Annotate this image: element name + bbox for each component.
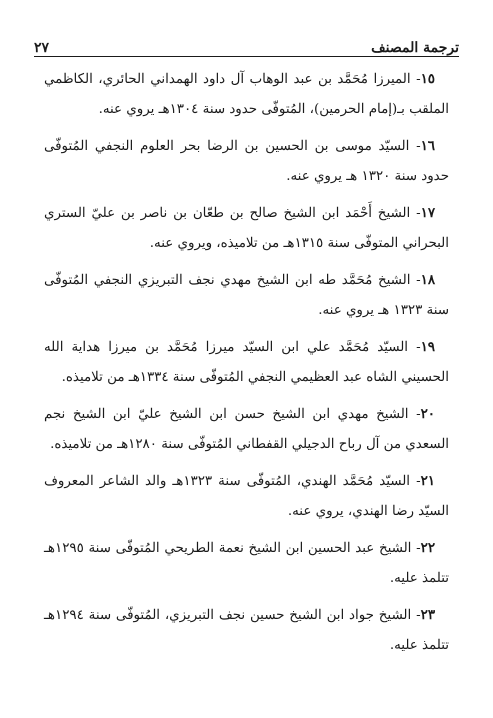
running-title: ترجمة المصنف xyxy=(371,40,459,56)
page-number: ٢٧ xyxy=(34,40,50,56)
entry-text: الشيخ جواد ابن الشيخ حسين نجف التبريزي، المُتوفّى سنة ١٢٩٤هـ تتلمذ عليه. xyxy=(44,608,449,653)
entry-dash: - xyxy=(408,340,421,355)
entry-number: ٢٠ xyxy=(420,406,435,422)
entry-number: ١٧ xyxy=(420,205,436,221)
entry-dash: - xyxy=(410,273,421,288)
entry-dash: - xyxy=(410,206,421,221)
entry-text: السيّد موسى بن الحسين بن الرضا بحر العلوم النجفي المُتوفّى حدود سنة ١٣٢٠ هـ يروي عنه. xyxy=(44,139,449,184)
entry-dash: - xyxy=(410,72,421,87)
entry-23 xyxy=(44,600,449,661)
entry-number: ١٦ xyxy=(420,138,435,154)
entry-text: الشيخ عبد الحسين ابن الشيخ نعمة الطريحي المُتوفّى سنة ١٢٩٥هـ تتلمذ عليه. xyxy=(44,541,449,586)
entry-19 xyxy=(44,332,449,393)
entry-number: ٢٢ xyxy=(420,540,436,556)
header-rule xyxy=(34,56,459,57)
entry-text: الشيخ أَحْمَد ابن الشيخ صالح بن طعّان بن ناصر بن عليّ الستري البحراني المتوفّى سنة ١٣١٥هـ من تلاميذه، ويروي عنه. xyxy=(44,206,449,251)
entry-text: الشيخ مهدي ابن الشيخ حسن ابن الشيخ عليّ ابن الشيخ نجم السعدي من آل رباح الدجيلي القفطاني المُتوفّى سنة ١٢٨٠هـ من تلاميذه. xyxy=(44,407,449,452)
entry-text: السيّد مُحَمَّد الهندي، المُتوفّى سنة ١٣٢٣هـ والد الشاعر المعروف السيّد رضا الهندي، يروي عنه. xyxy=(44,474,449,519)
entry-number: ١٥ xyxy=(420,71,435,87)
entry-20 xyxy=(44,399,449,460)
entry-list xyxy=(44,64,449,667)
running-head xyxy=(34,30,459,56)
entry-16 xyxy=(44,131,449,192)
entry-dash: - xyxy=(411,608,421,623)
entry-dash: - xyxy=(410,474,421,489)
entry-22 xyxy=(44,533,449,594)
entry-18 xyxy=(44,265,449,326)
entry-17 xyxy=(44,198,449,259)
entry-text: الشيخ مُحَمَّد طه ابن الشيخ مهدي نجف التبريزي النجفي المُتوفّى سنة ١٣٢٣ هـ يروي عنه. xyxy=(44,273,449,318)
entry-dash: - xyxy=(408,407,421,422)
entry-number: ٢١ xyxy=(420,473,435,489)
entry-15 xyxy=(44,64,449,125)
entry-dash: - xyxy=(411,541,421,556)
entry-number: ١٩ xyxy=(420,339,435,355)
entry-text: السيّد مُحَمَّد علي ابن السيّد ميرزا مُحَمَّد بن ميرزا هداية الله الحسيني الشاه عبد العظيمي النجفي المُتوفّى سنة ١٣٣٤هـ من تلاميذه. xyxy=(44,340,449,385)
entry-dash: - xyxy=(409,139,421,154)
entry-number: ١٨ xyxy=(420,272,436,288)
entry-number: ٢٣ xyxy=(420,607,436,623)
entry-text: الميرزا مُحَمَّد بن عبد الوهاب آل داود الهمداني الحائري، الكاظمي الملقب بـ(إمام الحرمين)، المُتوفّى حدود سنة ١٣٠٤هـ يروي عنه. xyxy=(44,72,449,117)
entry-21 xyxy=(44,466,449,527)
